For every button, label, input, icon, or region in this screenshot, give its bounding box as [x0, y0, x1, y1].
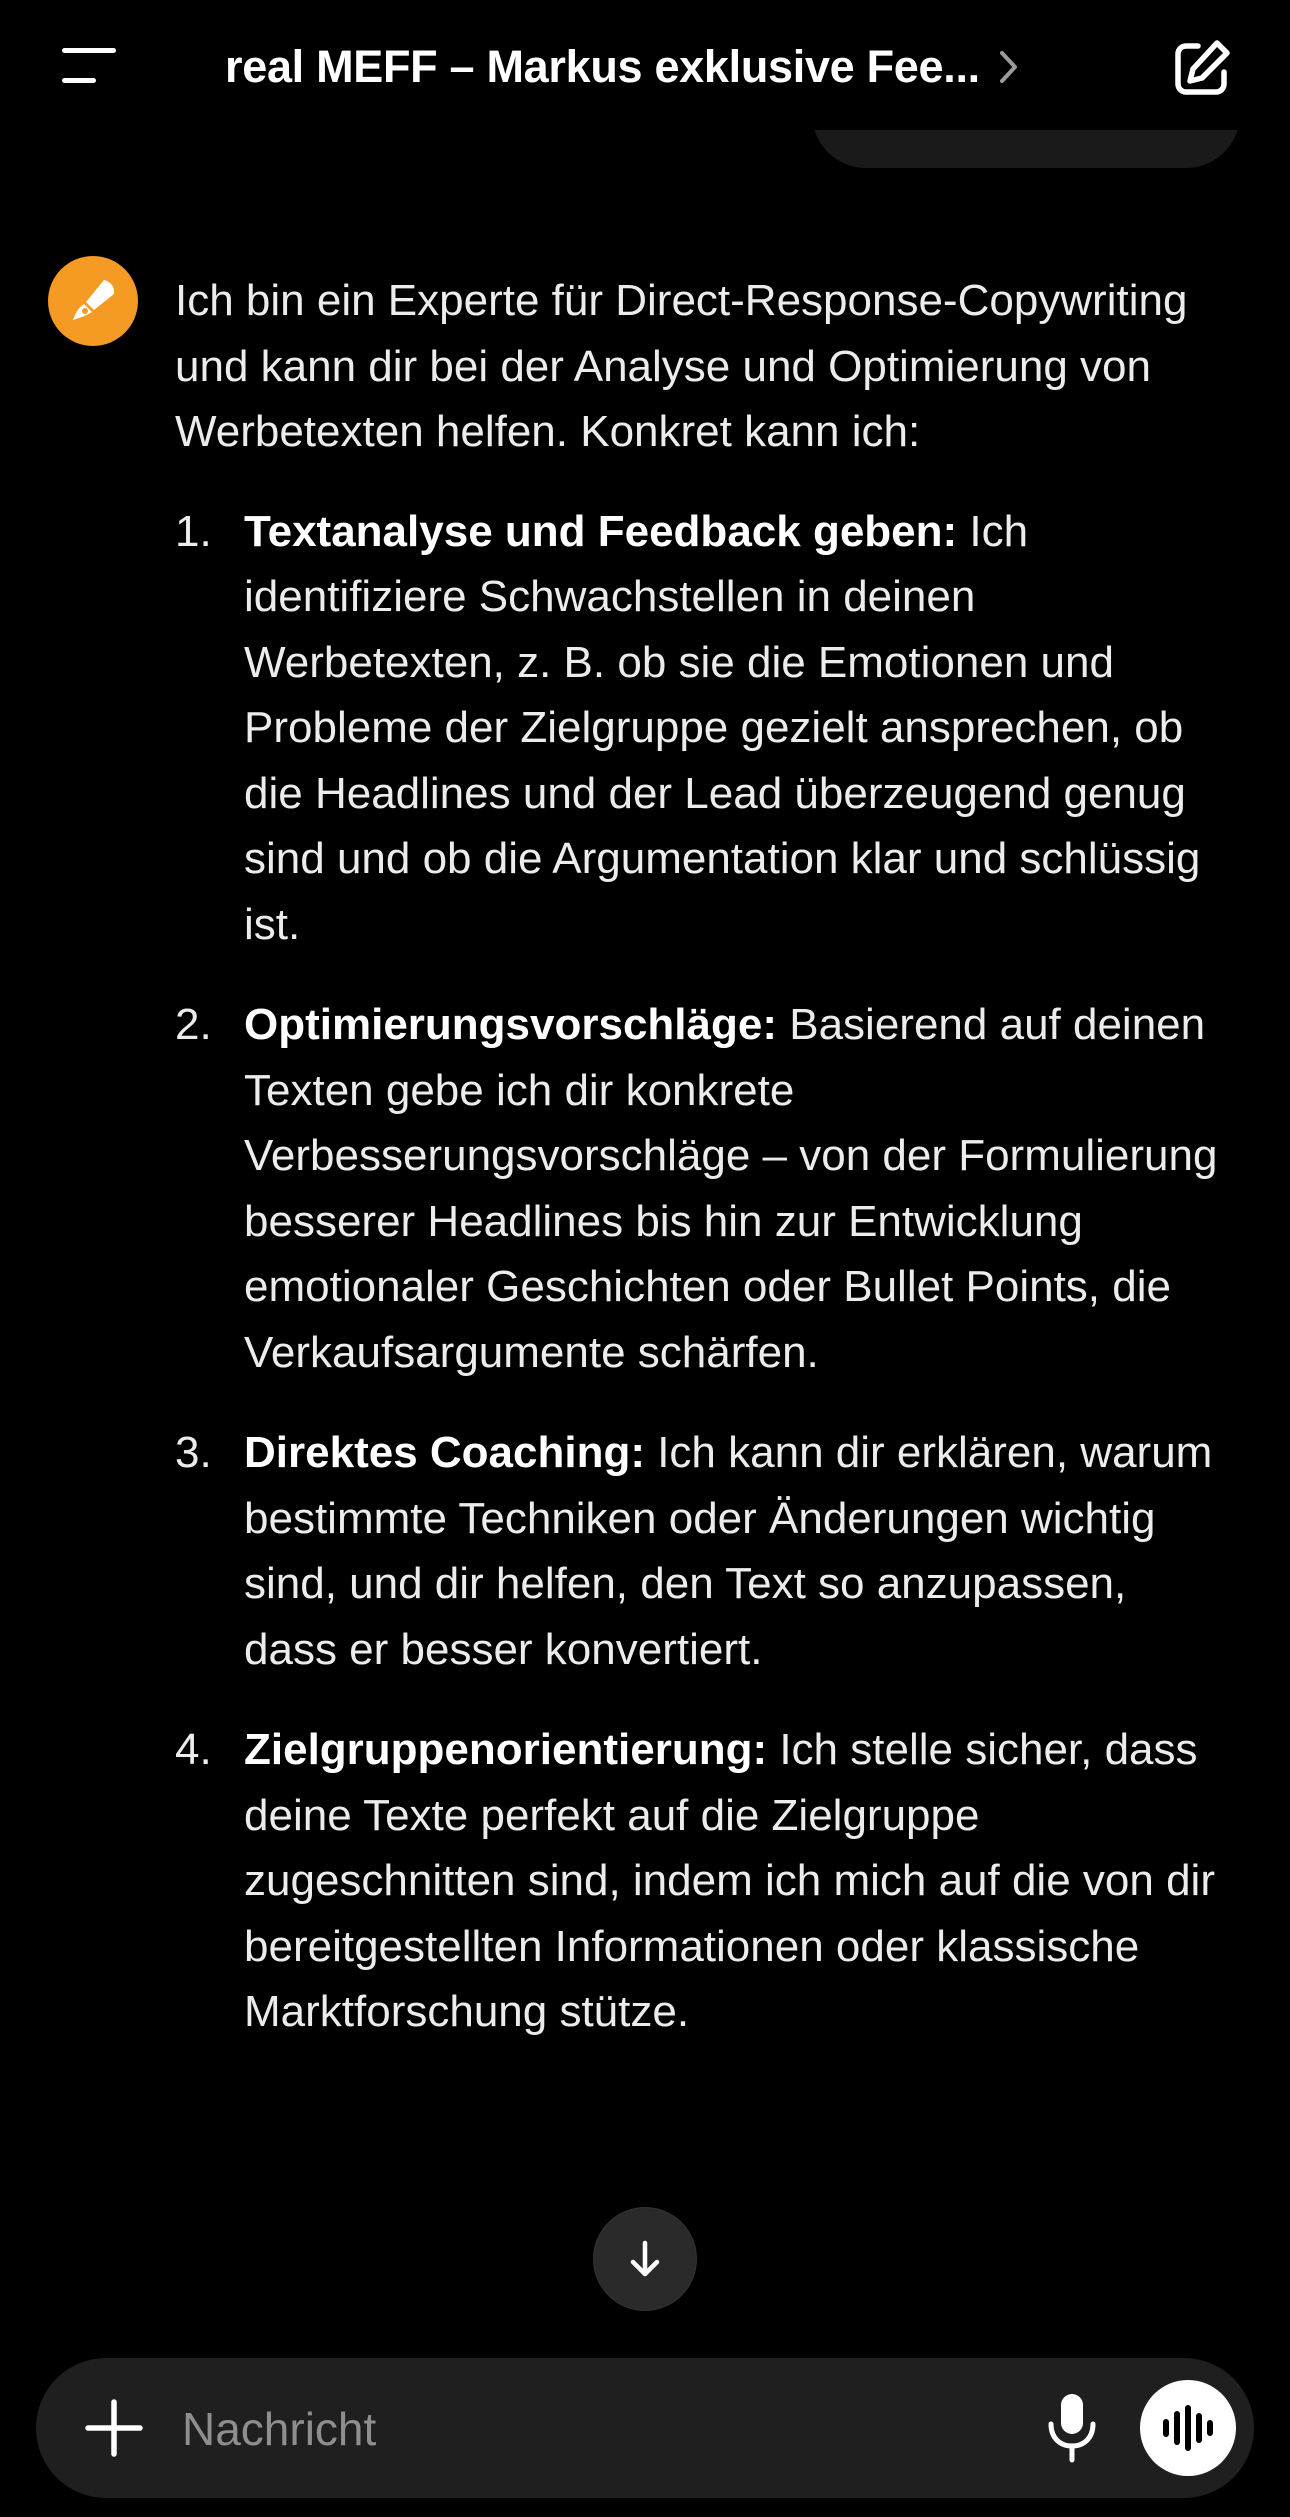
- message-intro: Ich bin ein Experte für Direct-Response-Copywriting und kann dir bei der Analyse und Optimierung von Werbetexten helfen. Konkret kann ich:: [175, 276, 1188, 456]
- arrow-down-icon: [623, 2237, 667, 2281]
- assistant-avatar: [48, 256, 138, 346]
- pen-nib-icon: [64, 272, 122, 330]
- plus-icon[interactable]: [80, 2394, 148, 2462]
- assistant-message: [175, 268, 1220, 2080]
- voice-mode-icon: [1161, 2405, 1215, 2451]
- list-item: [175, 1717, 1220, 2045]
- chat-title: real MEFF – Markus exklusive Fee...: [225, 41, 980, 92]
- list-number: 4.: [175, 1725, 212, 1774]
- list-number: 3.: [175, 1428, 212, 1477]
- microphone-icon[interactable]: [1042, 2390, 1102, 2466]
- list-item: [175, 992, 1220, 1385]
- chevron-right-icon: [998, 49, 1020, 85]
- chat-title-button[interactable]: [225, 36, 1075, 98]
- list-item-title: Textanalyse und Feedback geben:: [244, 506, 958, 556]
- header: [0, 0, 1290, 130]
- list-item-text: Ich identifiziere Schwachstellen in deinen Werbetexten, z. B. ob sie die Emotionen und Probleme der Zielgruppe gezielt ansprechen, ob die Headlines und der Lead überzeugend genug sind und ob die Argumentation klar und schlüssig ist.: [244, 506, 1201, 949]
- list-item-title: Optimierungsvorschläge:: [244, 1000, 778, 1049]
- list-item: [175, 1420, 1220, 1682]
- composer: [36, 2358, 1254, 2498]
- list-item-title: Zielgruppenorientierung:: [244, 1725, 768, 1774]
- message-input[interactable]: [180, 2392, 1024, 2466]
- voice-mode-button[interactable]: [1140, 2380, 1236, 2476]
- list-item-text: Ich stelle sicher, dass deine Texte perfekt auf die Zielgruppe zugeschnitten sind, indem ich mich auf die von dir bereitgestellten Informationen oder klassische Marktforschung stütze.: [244, 1725, 1215, 2036]
- message-list: [175, 499, 1220, 2045]
- list-item: [175, 499, 1220, 958]
- scroll-to-bottom-button[interactable]: [594, 2208, 696, 2310]
- menu-icon[interactable]: [62, 48, 120, 88]
- list-number: 1.: [175, 506, 212, 556]
- list-number: 2.: [175, 1000, 212, 1049]
- list-item-text: Basierend auf deinen Texten gebe ich dir konkrete Verbesserungsvorschläge – von der Formulierung besserer Headlines bis hin zur Entwicklung emotionaler Geschichten oder Bullet Points, die Verkaufsargumente schärfen.: [244, 1000, 1218, 1377]
- compose-icon[interactable]: [1170, 36, 1234, 100]
- list-item-title: Direktes Coaching:: [244, 1428, 645, 1477]
- list-item-text: Ich kann dir erklären, warum bestimmte Techniken oder Änderungen wichtig sind, und dir helfen, den Text so anzupassen, dass er besser konvertiert.: [244, 1428, 1213, 1674]
